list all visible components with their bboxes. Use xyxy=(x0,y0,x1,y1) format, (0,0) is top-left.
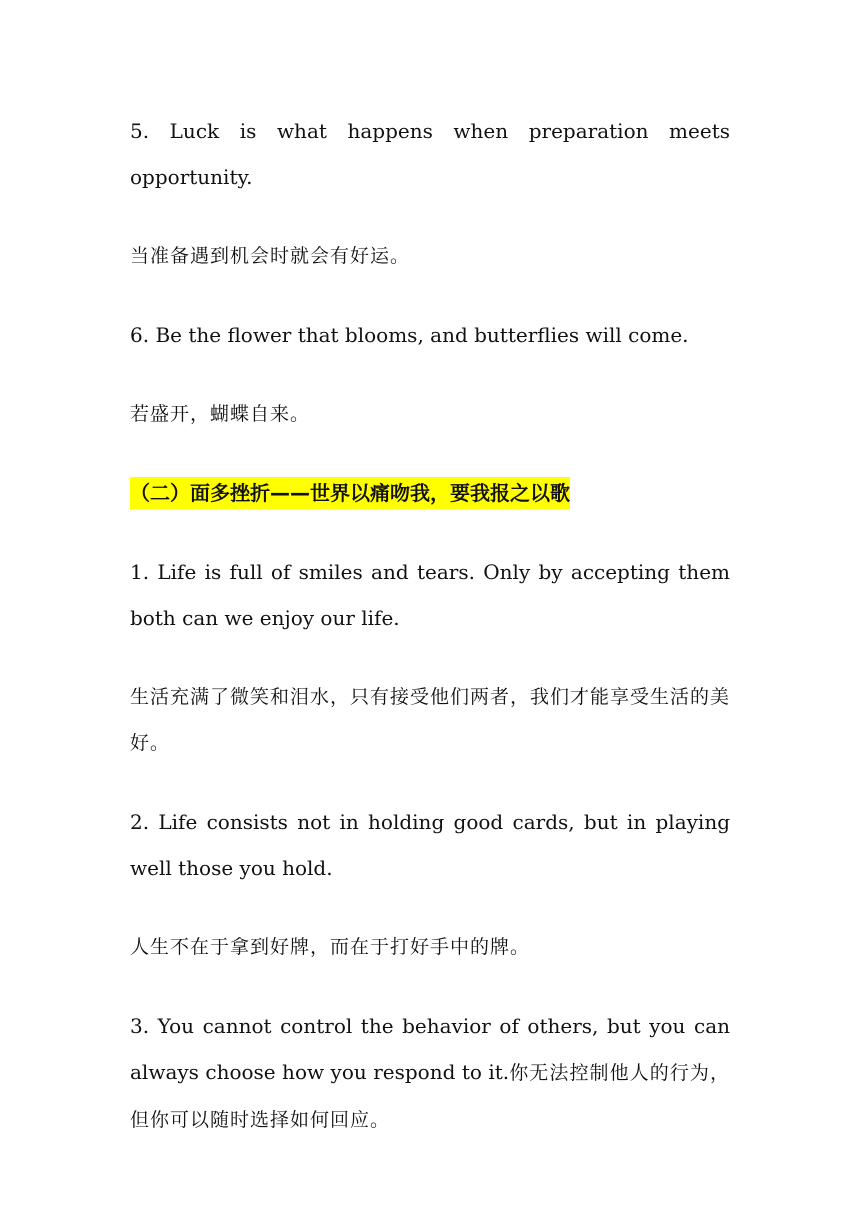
section-quote-1-chinese: 生活充满了微笑和泪水，只有接受他们两者，我们才能享受生活的美好。 xyxy=(130,686,731,754)
document-body xyxy=(130,108,730,1143)
quote-6-english: 6. Be the flower that blooms, and butterflies will come. xyxy=(130,323,689,347)
section-quote-2-chinese: 人生不在于拿到好牌，而在于打好手中的牌。 xyxy=(130,936,531,958)
section-quote-3-chinese: 你无法控制他人的行为，但你可以随时选择如何回应。 xyxy=(130,1062,730,1131)
quote-5-chinese: 当准备遇到机会时就会有好运。 xyxy=(130,245,411,267)
section-quote-1-english: 1. Life is full of smiles and tears. Only by accepting them both can we enjoy our life. xyxy=(130,560,730,630)
section-quote-2-english: 2. Life consists not in holding good cards, but in playing well those you hold. xyxy=(130,810,730,880)
quote-6-chinese: 若盛开，蝴蝶自来。 xyxy=(130,403,311,425)
section-quote-3 xyxy=(130,1003,730,1143)
section-heading xyxy=(130,470,730,516)
section-heading-highlight: （二）面多挫折——世界以痛吻我，要我报之以歌 xyxy=(130,477,570,509)
section-quote-3-english: 3. You cannot control the behavior of others, but you can always choose how you respond to it. xyxy=(130,1014,730,1084)
quote-5-english: 5. Luck is what happens when preparation meets opportunity. xyxy=(130,119,730,189)
